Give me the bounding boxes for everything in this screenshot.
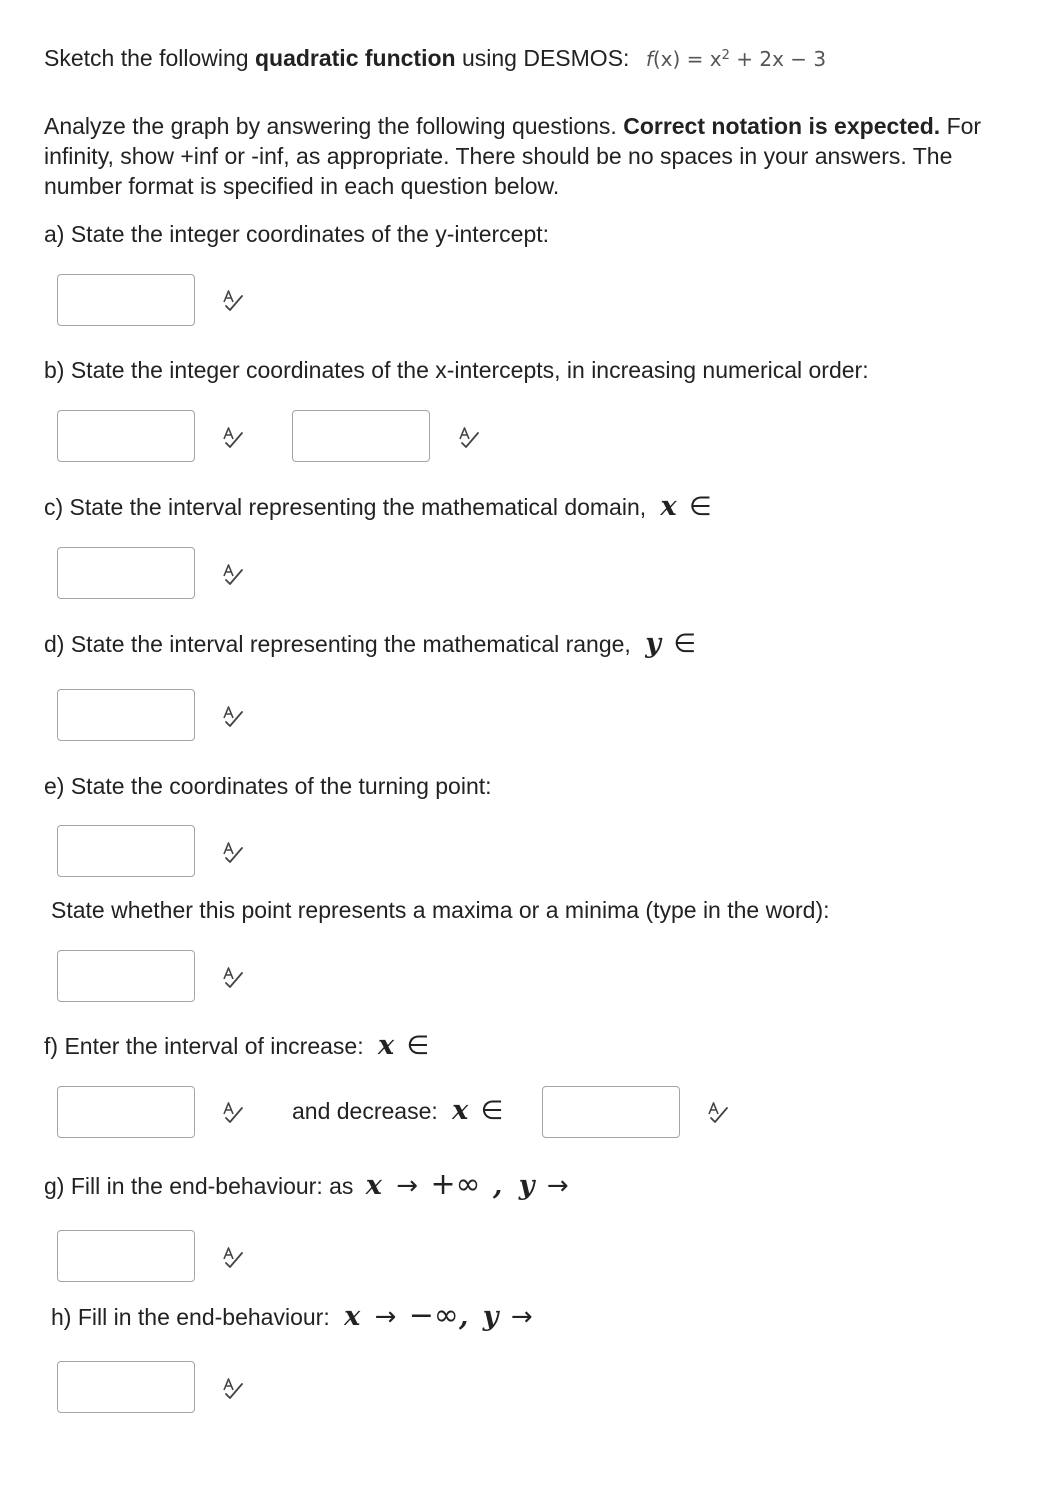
math-x: x: [660, 491, 677, 522]
question-d: [44, 630, 696, 658]
arrow-symbol: →: [510, 1302, 533, 1332]
problem-statement: [44, 44, 826, 73]
answer-b1-input[interactable]: [57, 410, 195, 462]
answer-f-decrease-input[interactable]: [542, 1086, 680, 1138]
spellcheck-icon[interactable]: [221, 1377, 245, 1401]
element-of-symbol: ∈: [406, 1031, 430, 1061]
answer-d-input[interactable]: [57, 689, 195, 741]
instructions: [44, 111, 1004, 201]
function-exponent: 2: [721, 48, 730, 63]
answer-e-input[interactable]: [57, 825, 195, 877]
negative-infinity: −∞: [408, 1298, 459, 1333]
question-c: [44, 493, 712, 521]
question-g-text: g) Fill in the end-behaviour: as: [44, 1173, 354, 1199]
decrease-label: [292, 1097, 503, 1125]
answer-e2-input[interactable]: [57, 950, 195, 1002]
arrow-symbol: →: [396, 1171, 419, 1201]
spellcheck-icon[interactable]: [221, 426, 245, 450]
comma: ,: [458, 1301, 469, 1332]
spellcheck-icon[interactable]: [457, 426, 481, 450]
instructions-part2: For infinity, show +inf or -inf, as appropriate. There should be no spaces in your answers. The number format is specified in each question below.: [44, 113, 982, 199]
question-e-extremum: State whether this point represents a maxima or a minima (type in the word):: [51, 897, 830, 923]
math-x: x: [344, 1301, 361, 1332]
question-e: e) State the coordinates of the turning point:: [44, 773, 492, 799]
question-f-text: f) Enter the interval of increase:: [44, 1033, 364, 1059]
function-name: f: [645, 47, 653, 71]
spellcheck-icon[interactable]: [221, 1101, 245, 1125]
spellcheck-icon[interactable]: [221, 563, 245, 587]
question-d-text: d) State the interval representing the mathematical range,: [44, 631, 631, 657]
math-x: x: [452, 1095, 469, 1126]
positive-infinity: +∞: [430, 1167, 481, 1202]
answer-h-input[interactable]: [57, 1361, 195, 1413]
spellcheck-icon[interactable]: [221, 289, 245, 313]
element-of-symbol: ∈: [689, 492, 712, 522]
arrow-symbol: →: [546, 1171, 569, 1201]
function-rest: + 2x − 3: [736, 47, 827, 71]
math-x: x: [365, 1170, 382, 1201]
function-lhs: (x) = x: [652, 47, 722, 71]
element-of-symbol: ∈: [480, 1096, 504, 1126]
comma: ,: [493, 1170, 503, 1201]
spellcheck-icon[interactable]: [221, 1246, 245, 1270]
question-h-text: h) Fill in the end-behaviour:: [51, 1304, 330, 1330]
statement-suffix: using DESMOS:: [461, 45, 630, 71]
answer-f-increase-input[interactable]: [57, 1086, 195, 1138]
math-x: x: [378, 1030, 395, 1061]
decrease-label-text: and decrease:: [292, 1098, 438, 1124]
statement-bold: quadratic function: [254, 45, 456, 71]
answer-a-input[interactable]: [57, 274, 195, 326]
question-a: a) State the integer coordinates of the y-intercept:: [44, 221, 550, 247]
math-y: y: [645, 628, 661, 659]
spellcheck-icon[interactable]: [221, 841, 245, 865]
instructions-bold: Correct notation is expected.: [623, 113, 941, 139]
element-of-symbol: ∈: [673, 629, 696, 659]
question-f: [44, 1032, 429, 1060]
question-g: [44, 1167, 569, 1202]
statement-prefix: Sketch the following: [44, 45, 249, 71]
answer-c-input[interactable]: [57, 547, 195, 599]
spellcheck-icon[interactable]: [221, 966, 245, 990]
function-expression: [646, 47, 826, 71]
math-y: y: [482, 1301, 499, 1332]
answer-b2-input[interactable]: [292, 410, 430, 462]
question-h: [51, 1298, 533, 1333]
question-c-text: c) State the interval representing the mathematical domain,: [44, 494, 647, 520]
answer-g-input[interactable]: [57, 1230, 195, 1282]
math-y: y: [518, 1170, 535, 1201]
arrow-symbol: →: [374, 1302, 397, 1332]
question-b: b) State the integer coordinates of the x-intercepts, in increasing numerical order:: [44, 357, 869, 383]
spellcheck-icon[interactable]: [706, 1101, 730, 1125]
spellcheck-icon[interactable]: [221, 705, 245, 729]
instructions-part1: Analyze the graph by answering the following questions.: [44, 113, 617, 139]
